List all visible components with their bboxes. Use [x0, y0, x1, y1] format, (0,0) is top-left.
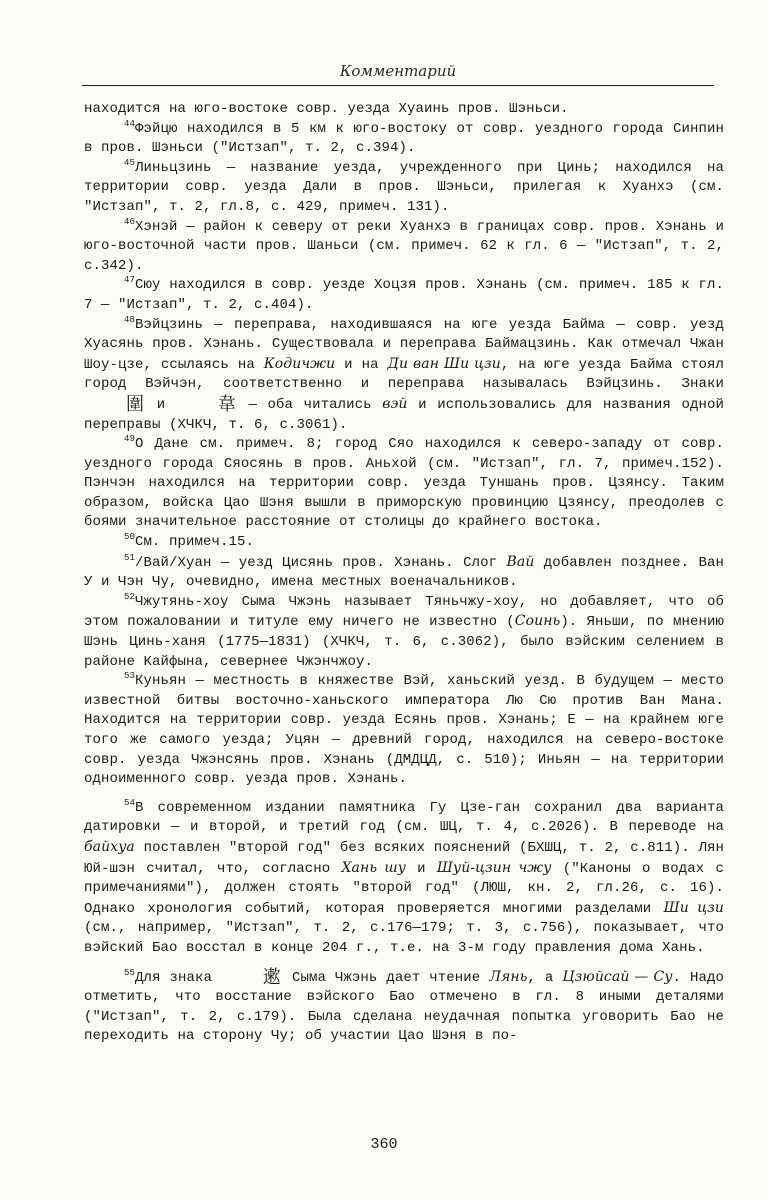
chinese-character: 圍: [126, 393, 145, 415]
italic-title: Кодичжи: [263, 355, 336, 372]
italic-title: Хань шу: [341, 859, 406, 876]
running-title: Комментарий: [339, 62, 457, 80]
note-50: $^{50}$См. примеч.15.: [124, 532, 255, 551]
note-number: 49: [124, 434, 136, 445]
note-number: 50: [124, 532, 136, 543]
italic-reading: Цзюйсай — Су: [562, 968, 673, 985]
note-number: 47: [124, 275, 136, 286]
note-48: $^{48}$Вэйцзинь — переправа, находившаяся на юге уезда Байма — совр. уезд Хуасянь пров. Хэнань. Существовала и переправа Баймацзинь. Как отмечал Чжан Шоу-цзе, ссылаясь на Кодичжи и на Ди ван Ши цзи, на юге уезда Байма стоял город Вэйчэн, соответственно и переправа называлась Вэйцзинь. Знаки 圍 и 韋 — оба читались вэй и использовались для названия одной переправы (ХЧКЧ, т. 6, с.3061).: [84, 314, 724, 433]
commentary-body: [84, 100, 724, 1047]
italic-title: Шуй-цзин чжу: [436, 859, 552, 876]
italic-title: Ши цзи: [663, 899, 725, 916]
header-rule: [82, 85, 714, 86]
paragraph-continuation: находится на юго-востоке совр. уезда Хуаинь пров. Шэньси.: [84, 101, 569, 117]
note-54: $^{54}$В современном издании памятника Гу Цзе-ган сохранил два варианта датировки — и второй, и третий год (см. ШЦ, т. 4, с.2026). В переводе на байхуа поставлен "второй год" без всяких пояснений (БХШЦ, т. 2, с.811). Лян Юй-шэн считал, что, согласно Хань шу и Шуй-цзин чжу ("Каноны о водах с примечаниями"), должен стоять "второй год" (ЛЮШ, кн. 2, гл.26, с. 16). Однако хронология событий, которая проверяется многими разделами Ши цзи (см., например, "Истзап", т. 2, с.176—179; т. 3, с.756), показывает, что вэйский Бао восстал в конце 204 г., т.е. на 3-м году правления дома Хань.: [84, 797, 725, 956]
chinese-character: 遬: [262, 966, 282, 988]
note-number: 55: [124, 967, 136, 978]
italic-title: Соинь: [514, 613, 561, 630]
note-55: $^{55}$Для знака 遬 Сыма Чжэнь дает чтение Лянь, а Цзюйсай — Су. Надо отметить, что восстание вэйского Бао отмечено в гл. 8 иными деталями ("Истзап", т. 2, с.179). Была сделана неудачная попытка уговорить Бао не переходить на сторону Чу; об участии Цао Шэня в по-: [84, 966, 724, 1045]
page-number: 360: [370, 1136, 398, 1153]
note-number: 46: [124, 216, 136, 227]
note-number: 53: [124, 671, 136, 682]
note-51: $^{51}$/Вай/Хуан — уезд Цисянь пров. Хэнань. Слог Вай добавлен позднее. Ван У и Чэн Чу, очевидно, имена местных военачальников.: [84, 552, 724, 591]
note-number: 45: [124, 157, 136, 168]
note-number: 48: [124, 314, 136, 325]
note-46: $^{46}$Хэнэй — район к северу от реки Хуанхэ в границах совр. пров. Хэнань и юго-восточной части пров. Шаньси (см. примеч. 62 к гл. 6 — "Истзап", т. 2, с.342).: [84, 216, 724, 274]
italic-term: байхуа: [84, 838, 135, 855]
italic-title: Ди ван Ши цзи: [387, 355, 501, 372]
note-44: $^{44}$Фэйцю находился в 5 км к юго-востоку от совр. уездного города Синпин в пров. Шэньси ("Истзап", т. 2, с.394).: [84, 118, 724, 157]
note-49: $^{49}$О Дане см. примеч. 8; город Сяо находился к северо-западу от совр. уездного города Сяосянь в пров. Аньхой (см. "Истзап", гл. 7, примеч.152). Пэнчэн находился на территории совр. уезда Туншань пров. Цзянсу. Таким образом, войска Цао Шэня вышли в приморскую провинцию Цзянсу, преодолев с боями значительное расстояние от столицы до крайнего востока.: [84, 434, 724, 531]
note-53: $^{53}$Куньян — местность в княжестве Вэй, ханьский уезд. В будущем — место известной битвы восточно-ханьского императора Лю Сю против Ван Мана. Находится на территории совр. уезда Есянь пров. Хэнань; Е — на крайнем юге того же самого уезда; Уцян — древний город, находился на северо-востоке совр. уезда Чжэнсянь пров. Хэнань (ДМДЦД, с. 510); Иньян — на территории одноименного совр. уезда пров. Хэнань.: [84, 671, 724, 788]
chinese-character: 韋: [217, 393, 236, 415]
note-45: $^{45}$Линьцзинь — название уезда, учрежденного при Цинь; находился на территории совр. уезда Дали в пров. Шэньси, прилегая к Хуанхэ (см. "Истзап", т. 2, гл.8, с. 429, примеч. 131).: [84, 157, 724, 215]
italic-syllable: Вай: [506, 553, 535, 570]
note-47: $^{47}$Сюу находился в совр. уезде Хоцзя пров. Хэнань (см. примеч. 185 к гл. 7 — "Истзап", т. 2, с.404).: [84, 275, 724, 313]
note-number: 52: [124, 591, 136, 602]
note-52: $^{52}$Чжутянь-хоу Сыма Чжэнь называет Тяньчжу-хоу, но добавляет, что об этом пожаловании и титуле ему ничего не известно (Соинь). Яньши, по мнению Шэнь Цинь-ханя (1775—1831) (ХЧКЧ, т. 6, с.3062), было вэйским селением в районе Кайфына, севернее Чжэнчжоу.: [84, 591, 724, 670]
note-number: 54: [124, 797, 136, 808]
note-number: 51: [124, 552, 136, 563]
note-number: 44: [124, 118, 136, 129]
italic-reading: вэй: [382, 395, 408, 412]
italic-reading: Лянь: [489, 968, 528, 985]
